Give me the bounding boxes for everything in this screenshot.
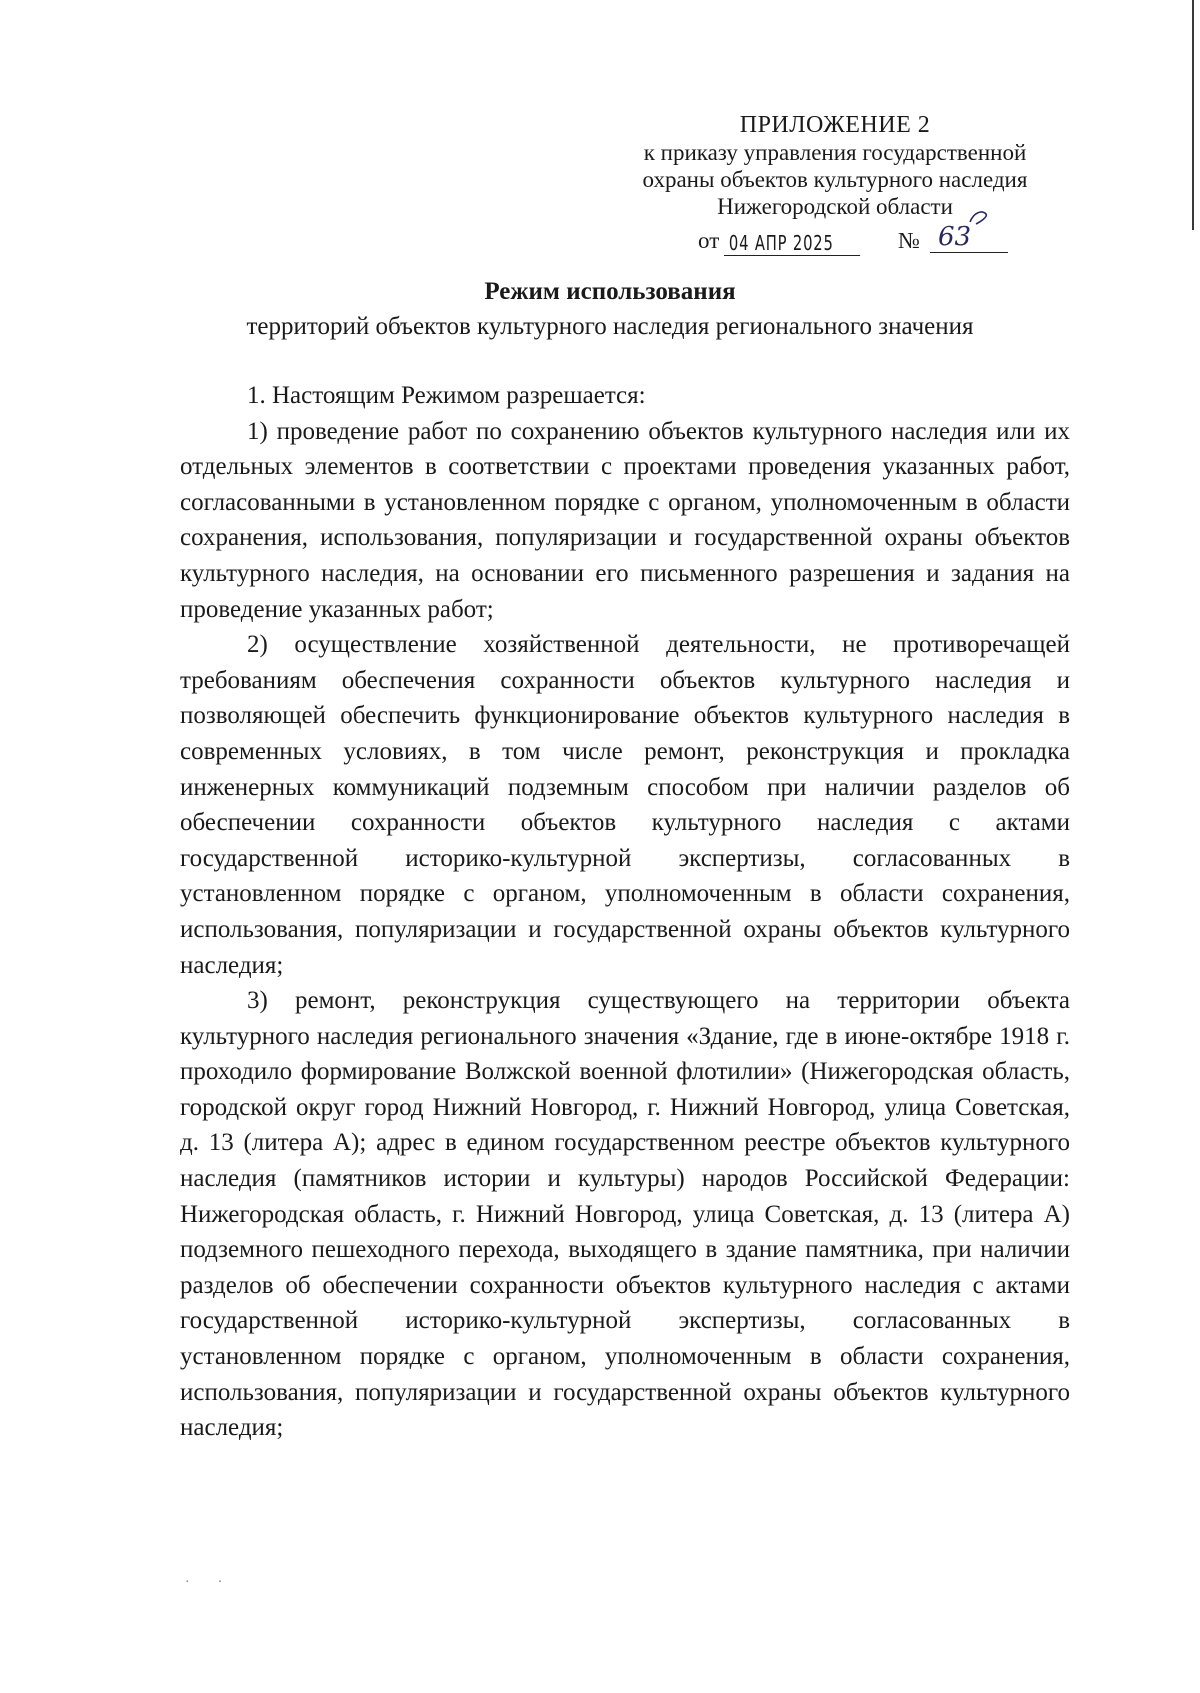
appendix-header	[600, 112, 1070, 220]
order-number: 63	[930, 222, 1008, 253]
number-sign: №	[898, 228, 920, 253]
paragraph-1: 1. Настоящим Режимом разрешается:	[247, 382, 646, 409]
date-prefix: от	[698, 228, 720, 253]
order-date-number	[698, 222, 1008, 258]
appendix-line-3: Нижегородской области	[717, 194, 953, 219]
paragraph-2: 1) проведение работ по сохранению объектов культурного наследия или их отдельных элементов в соответствии с проектами проведения указанных работ, согласованными в установленном порядке с органом, уполномоченным в области сохранения, использования, популяризации и государственной охраны объектов культурного наследия, на основании его письменного разрешения и задания на проведение указанных работ;	[180, 417, 1070, 623]
scan-edge-line	[1192, 0, 1194, 230]
paragraph-3: 2) осуществление хозяйственной деятельности, не противоречащей требованиям обеспечения сохранности объектов культурного наследия и позволяющей обеспечить функционирование объектов культурного наследия в современных условиях, в том числе ремонт, реконструкция и прокладка инженерных коммуникаций подземным способом при наличии разделов об обеспечении сохранности объектов культурного наследия с актами государственной историко-культурной экспертизы, согласованных в установленном порядке с органом, уполномоченным в области сохранения, использования, популяризации и государственной охраны объектов культурного наследия;	[180, 631, 1070, 979]
date-stamp-box	[724, 230, 904, 256]
appendix-title: ПРИЛОЖЕНИЕ 2	[739, 112, 931, 138]
appendix-line-2: охраны объектов культурного наследия	[642, 167, 1028, 192]
appendix-line-1: к приказу управления государственной	[643, 140, 1027, 165]
document-title: Режим использования	[484, 278, 736, 305]
scan-noise: · ·	[185, 1575, 223, 1590]
document-body	[180, 378, 1070, 1446]
paragraph-4: 3) ремонт, реконструкция существующего на территории объекта культурного наследия регионального значения «Здание, где в июне-октябре 1918 г. проходило формирование Волжской военной флотилии» (Нижегородская область, городской округ город Нижний Новгород, г. Нижний Новгород, улица Советская, д. 13 (литера А); адрес в едином государственном реестре объектов культурного наследия (памятников истории и культуры) народов Российской Федерации: Нижегородская область, г. Нижний Новгород, улица Советская, д. 13 (литера А) подземного пешеходного перехода, выходящего в здание памятника, при наличии разделов об обеспечении сохранности объектов культурного наследия с актами государственной историко-культурной экспертизы, согласованных в установленном порядке с органом, уполномоченным в области сохранения, использования, популяризации и государственной охраны объектов культурного наследия;	[180, 987, 1070, 1442]
date-stamp: 04 АПР 2025	[724, 231, 860, 256]
document-subtitle: территорий объектов культурного наследия регионального значения	[246, 313, 974, 340]
